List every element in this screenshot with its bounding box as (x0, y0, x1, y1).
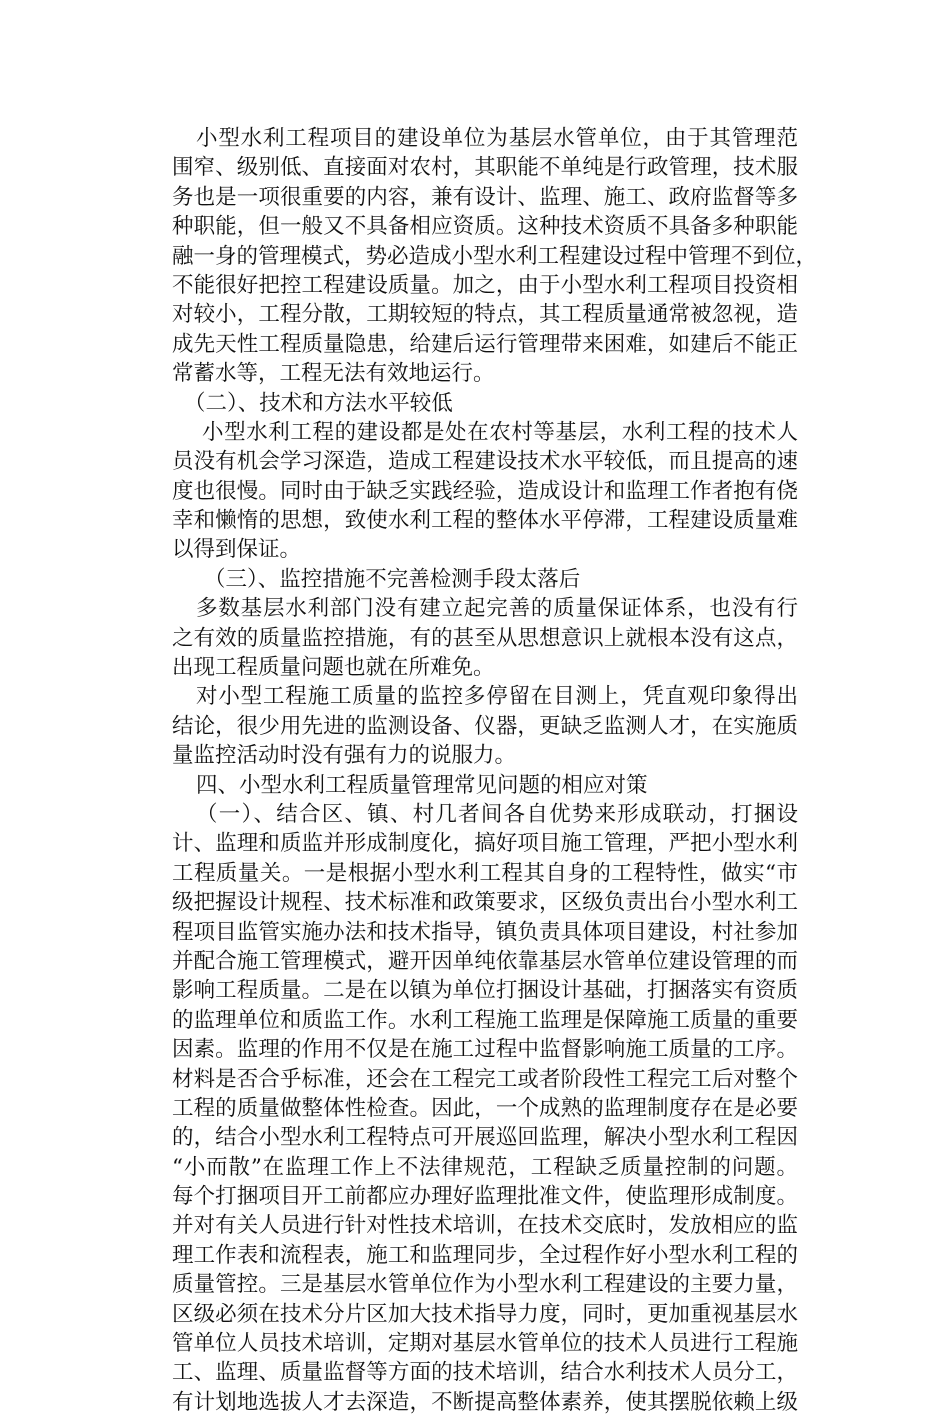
text-line: 务也是一项很重要的内容，兼有设计、监理、施工、政府监督等多 (172, 184, 798, 210)
text-line: 不能很好把控工程建设质量。加之，由于小型水利工程项目投资相 (172, 272, 798, 298)
text-line: 结论，很少用先进的监测设备、仪器，更缺乏监测人才，在实施质 (172, 713, 798, 739)
text-line: 并对有关人员进行针对性技术培训，在技术交底时，发放相应的监 (172, 1213, 798, 1239)
text-line: 质量管控。三是基层水管单位作为小型水利工程建设的主要力量， (172, 1272, 798, 1298)
text-line: 因素。监理的作用不仅是在施工过程中监督影响施工质量的工序。 (172, 1037, 798, 1063)
text-line: 影响工程质量。二是在以镇为单位打捆设计基础，打捆落实有资质 (172, 978, 798, 1004)
text-line: 对小型工程施工质量的监控多停留在目测上，凭直观印象得出 (196, 684, 798, 710)
text-line: 级把握设计规程、技术标准和政策要求，区级负责出台小型水利工 (172, 890, 798, 916)
text-line: 材料是否合乎标准，还会在工程完工或者阶段性工程完工后对整个 (172, 1066, 798, 1092)
text-line: 幸和懒惰的思想，致使水利工程的整体水平停滞，工程建设质量难 (172, 508, 798, 534)
text-line: 的监理单位和质监工作。水利工程施工监理是保障施工质量的重要 (172, 1007, 798, 1033)
text-line: 计、监理和质监并形成制度化，搞好项目施工管理，严把小型水利 (172, 831, 798, 857)
text-line: 小型水利工程项目的建设单位为基层水管单位，由于其管理范 (196, 126, 798, 151)
text-line: 出现工程质量问题也就在所难免。 (172, 655, 495, 681)
text-line: 员没有机会学习深造，造成工程建设技术水平较低，而且提高的速 (172, 449, 798, 475)
text-line: 每个打捆项目开工前都应办理好监理批准文件，使监理形成制度。 (172, 1184, 798, 1210)
text-line: 常蓄水等，工程无法有效地运行。 (172, 361, 495, 387)
text-line: （一）、结合区、镇、村几者间各自优势来形成联动，打捆设 (196, 801, 798, 827)
text-line: 程项目监管实施办法和技术指导，镇负责具体项目建设，村社参加 (172, 919, 798, 945)
text-line: 以得到保证。 (172, 537, 302, 563)
text-line: 围窄、级别低、直接面对农村，其职能不单纯是行政管理，技术服 (172, 155, 798, 181)
text-line: 工程质量关。一是根据小型水利工程其自身的工程特性，做实“市 (172, 860, 798, 886)
text-line: 成先天性工程质量隐患，给建后运行管理带来困难，如建后不能正 (172, 331, 798, 357)
body-text (172, 124, 818, 1417)
text-line: 管单位人员技术培训，定期对基层水管单位的技术人员进行工程施 (172, 1331, 798, 1357)
text-line: 理工作表和流程表，施工和监理同步，全过程作好小型水利工程的 (172, 1242, 798, 1268)
text-line: 之有效的质量监控措施，有的甚至从思想意识上就根本没有这点， (172, 625, 798, 651)
text-line: 区级必须在技术分片区加大技术指导力度，同时，更加重视基层水 (172, 1301, 798, 1327)
text-line: “小而散”在监理工作上不法律规范，工程缺乏质量控制的问题。 (172, 1154, 798, 1180)
text-line: 小型水利工程的建设都是处在农村等基层，水利工程的技术人 (202, 419, 798, 445)
text-line: 量监控活动时没有强有力的说服力。 (172, 743, 517, 769)
text-line: 有计划地选拔人才去深造，不断提高整体素养，使其摆脱依赖上级 (172, 1389, 798, 1415)
text-line: 多数基层水利部门没有建立起完善的质量保证体系，也没有行 (196, 596, 798, 622)
text-line: 的，结合小型水利工程特点可开展巡回监理，解决小型水利工程因 (172, 1125, 798, 1151)
text-line: 种职能，但一般又不具备相应资质。这种技术资质不具备多种职能 (172, 214, 798, 240)
text-line: （三）、监控措施不完善检测手段太落后 (204, 566, 581, 592)
text-line: 工程的质量做整体性检查。因此，一个成熟的监理制度存在是必要 (172, 1095, 798, 1121)
text-line: 融一身的管理模式，势必造成小型水利工程建设过程中管理不到位， (172, 243, 818, 269)
text-line: 并配合施工管理模式，避开因单纯依靠基层水管单位建设管理的而 (172, 948, 798, 974)
text-line: 对较小，工程分散，工期较短的特点，其工程质量通常被忽视，造 (172, 302, 798, 328)
text-line: 度也很慢。同时由于缺乏实践经验，造成设计和监理工作者抱有侥 (172, 478, 798, 504)
text-line: 四、小型水利工程质量管理常见问题的相应对策 (196, 772, 648, 798)
text-line: 工、监理、质量监督等方面的技术培训，结合水利技术人员分工， (172, 1360, 798, 1386)
text-line: （二）、技术和方法水平较低 (184, 390, 453, 416)
